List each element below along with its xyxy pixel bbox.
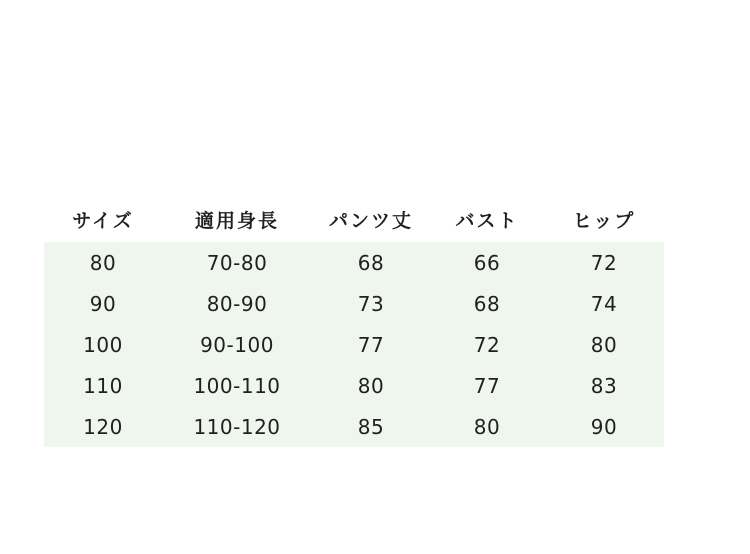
table-row [44,242,664,283]
cell-size: 110 [83,373,123,398]
table-row [44,406,664,447]
cell-height: 90-100 [200,332,274,357]
column-header-size: サイズ [44,196,162,242]
cell-pants-length: 77 [357,332,385,357]
cell-bust: 80 [473,414,501,439]
cell-height: 80-90 [206,291,268,316]
cell-bust: 72 [473,332,501,357]
table-header [44,196,664,242]
cell-pants-length: 80 [357,373,385,398]
table-row [44,283,664,324]
column-header-hip: ヒップ [544,196,664,242]
table-header-row [44,196,664,242]
table-row [44,324,664,365]
cell-pants-length: 68 [357,250,385,275]
cell-hip: 74 [590,291,618,316]
column-header-height: 適用身長 [162,196,312,242]
cell-hip: 72 [590,250,618,275]
cell-size: 90 [89,291,117,316]
cell-height: 110-120 [193,414,281,439]
table-row [44,365,664,406]
cell-size: 100 [83,332,123,357]
cell-hip: 80 [590,332,618,357]
cell-hip: 83 [590,373,618,398]
cell-pants-length: 85 [357,414,385,439]
table-body [44,242,664,447]
cell-size: 120 [83,414,123,439]
cell-bust: 66 [473,250,501,275]
column-header-bust: バスト [430,196,544,242]
column-header-pants-length: パンツ丈 [312,196,430,242]
cell-bust: 68 [473,291,501,316]
size-chart-table [44,196,664,447]
cell-pants-length: 73 [357,291,385,316]
cell-hip: 90 [590,414,618,439]
cell-height: 100-110 [193,373,281,398]
cell-height: 70-80 [206,250,268,275]
cell-size: 80 [89,250,117,275]
cell-bust: 77 [473,373,501,398]
